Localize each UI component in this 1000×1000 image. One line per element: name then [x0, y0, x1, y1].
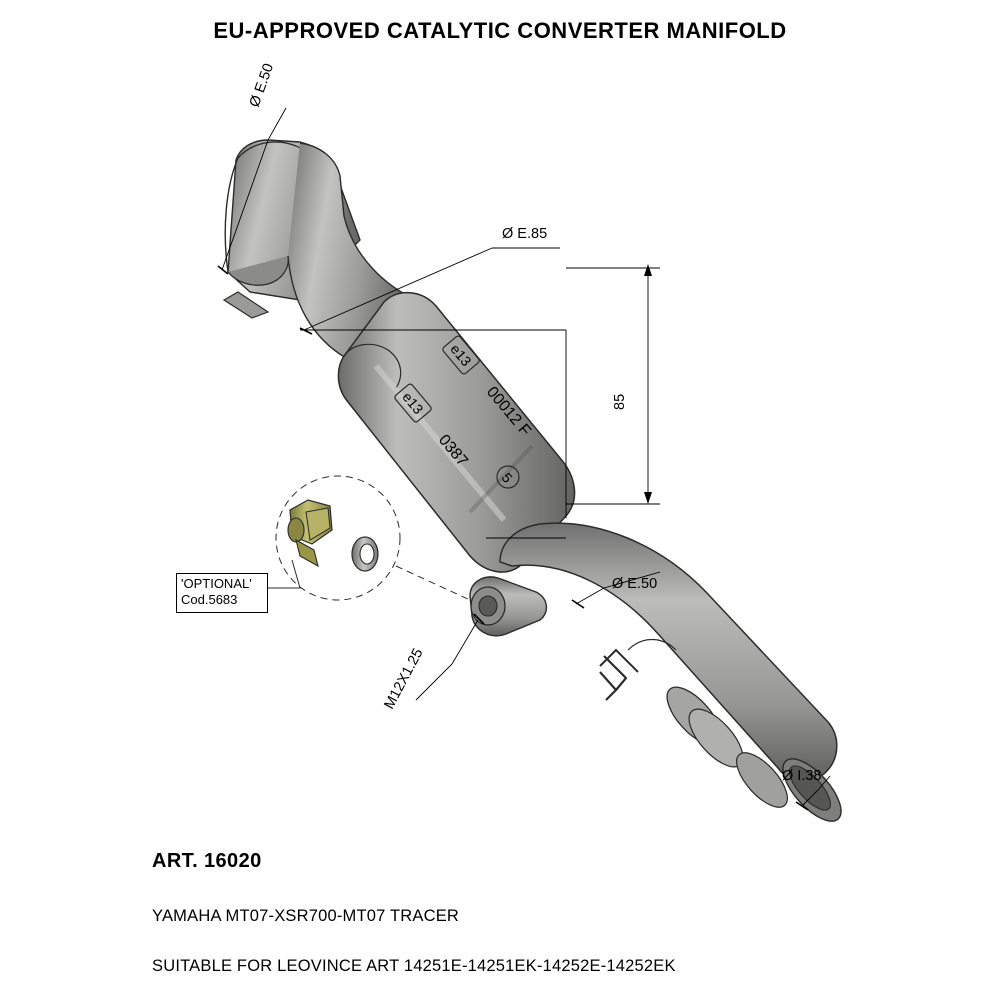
sensor-boss — [470, 577, 546, 636]
optional-label: 'OPTIONAL' — [181, 576, 252, 591]
dim-body-diameter: Ø E.85 — [502, 226, 548, 242]
article-code: ART. 16020 — [152, 850, 262, 872]
dim-sensor-thread: M12X1.25 — [381, 645, 427, 712]
optional-code: Cod.5683 — [181, 592, 238, 608]
stamp-bottom-badge: e13 — [399, 388, 427, 418]
stamp-top-code: 00012 F — [482, 383, 534, 440]
dim-outlet-diameter-end: Ø I.38 — [782, 768, 822, 784]
dim-inlet-diameter: Ø E.50 — [246, 61, 278, 110]
page-title: EU-APPROVED CATALYTIC CONVERTER MANIFOLD — [213, 18, 787, 43]
dim-body-length: 85 — [612, 393, 628, 410]
suitable-for-line: SUITABLE FOR LEOVINCE ART 14251E-14251EK-14252E-14252EK — [152, 957, 676, 975]
brass-plug — [288, 500, 332, 566]
optional-part-callout — [176, 573, 268, 613]
sealing-washer — [352, 537, 378, 571]
stamp-bottom-suffix: 5 — [498, 469, 516, 486]
model-compatibility: YAMAHA MT07-XSR700-MT07 TRACER — [152, 907, 460, 925]
stamp-bottom-code: 0387 — [434, 431, 471, 470]
dim-outlet-diameter-mid: Ø E.50 — [612, 576, 658, 592]
outlet-pipe — [500, 523, 851, 830]
stamp-top-badge: e13 — [447, 340, 475, 370]
